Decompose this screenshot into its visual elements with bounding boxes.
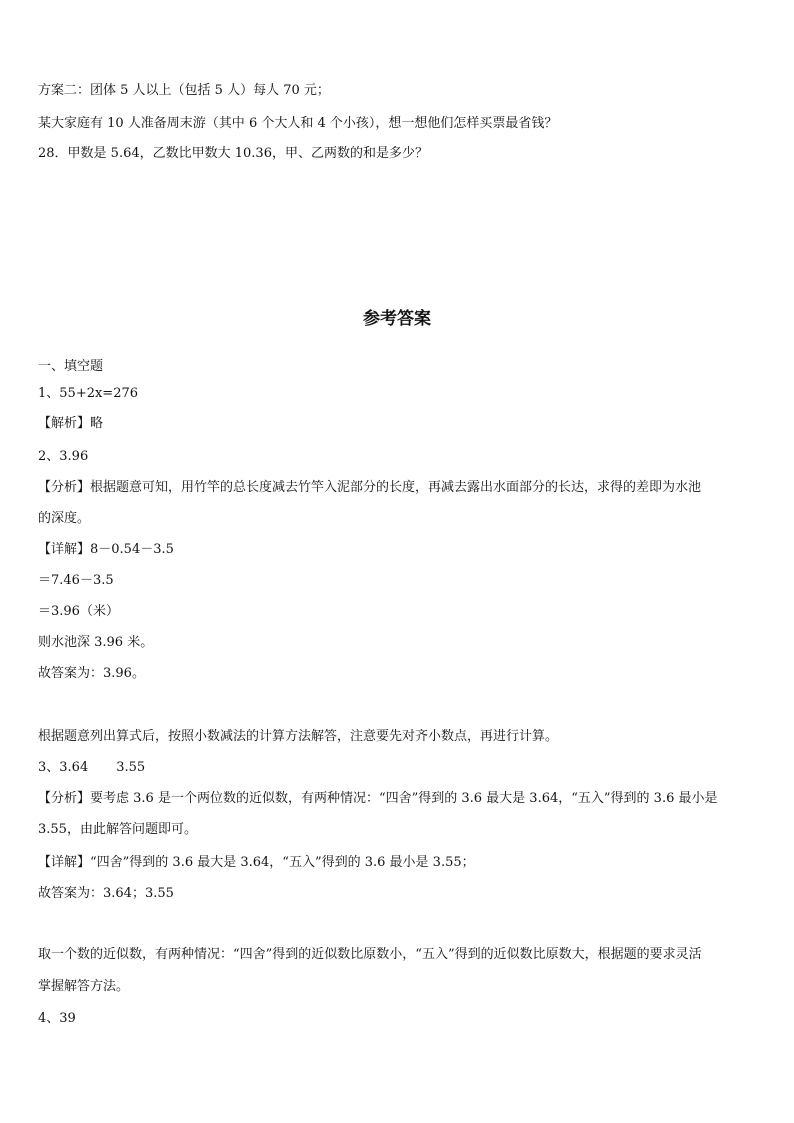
answer-2-detail-3: ＝3.96（米）: [38, 604, 119, 619]
answer-3-first: 3、3.64: [38, 760, 89, 775]
answer-3-second: 3.55: [116, 760, 146, 775]
question-family-trip: 某大家庭有 10 人准备周末游（其中 6 个大人和 4 个小孩），想一想他们怎样买票最省钱？: [38, 116, 558, 131]
answers-title: 参考答案: [363, 309, 431, 329]
answer-3-detail-1: 【详解】“四舍”得到的 3.6 最大是 3.64，“五入”得到的 3.6 最小是 3.55；: [38, 855, 475, 870]
answer-2-detail-4: 则水池深 3.96 米。: [38, 635, 154, 650]
answer-3-analysis-line1: 【分析】要考虑 3.6 是一个两位数的近似数，有两种情况：“四舍”得到的 3.6 最大是 3.64，“五入”得到的 3.6 最小是: [38, 791, 718, 806]
answer-3: [38, 759, 764, 777]
answer-4: 4、39: [38, 1011, 76, 1026]
answer-1: 1、55+2x=276: [38, 386, 139, 401]
answer-2: 2、3.96: [38, 449, 89, 464]
question-plan-two: 方案二：团体 5 人以上（包括 5 人）每人 70 元；: [38, 83, 330, 98]
answer-3-analysis-line2: 3.55，由此解答问题即可。: [38, 822, 197, 837]
answer-2-comment: 根据题意列出算式后，按照小数减法的计算方法解答，注意要先对齐小数点，再进行计算。: [38, 729, 559, 744]
answer-2-detail-5: 故答案为：3.96。: [38, 666, 145, 681]
answer-2-analysis-line1: 【分析】根据题意可知，用竹竿的总长度减去竹竿入泥部分的长度，再减去露出水面部分的长达，求得的差即为水池: [38, 480, 702, 495]
section-heading-fill-in: 一、填空题: [38, 359, 104, 374]
answer-2-analysis-line2: 的深度。: [38, 511, 91, 526]
answer-3-detail-2: 故答案为：3.64；3.55: [38, 886, 174, 901]
answer-3-comment-line2: 掌握解答方法。: [38, 979, 130, 994]
answer-2-detail-2: ＝7.46－3.5: [38, 573, 114, 588]
answer-2-detail-1: 【详解】8－0.54－3.5: [38, 542, 174, 557]
question-28: 28．甲数是 5.64，乙数比甲数大 10.36，甲、乙两数的和是多少？: [38, 146, 428, 161]
answer-1-analysis: 【解析】略: [38, 416, 104, 431]
answer-3-comment-line1: 取一个数的近似数，有两种情况：“四舍”得到的近似数比原数小，“五入”得到的近似数比原数大，根据题的要求灵活: [38, 947, 702, 962]
